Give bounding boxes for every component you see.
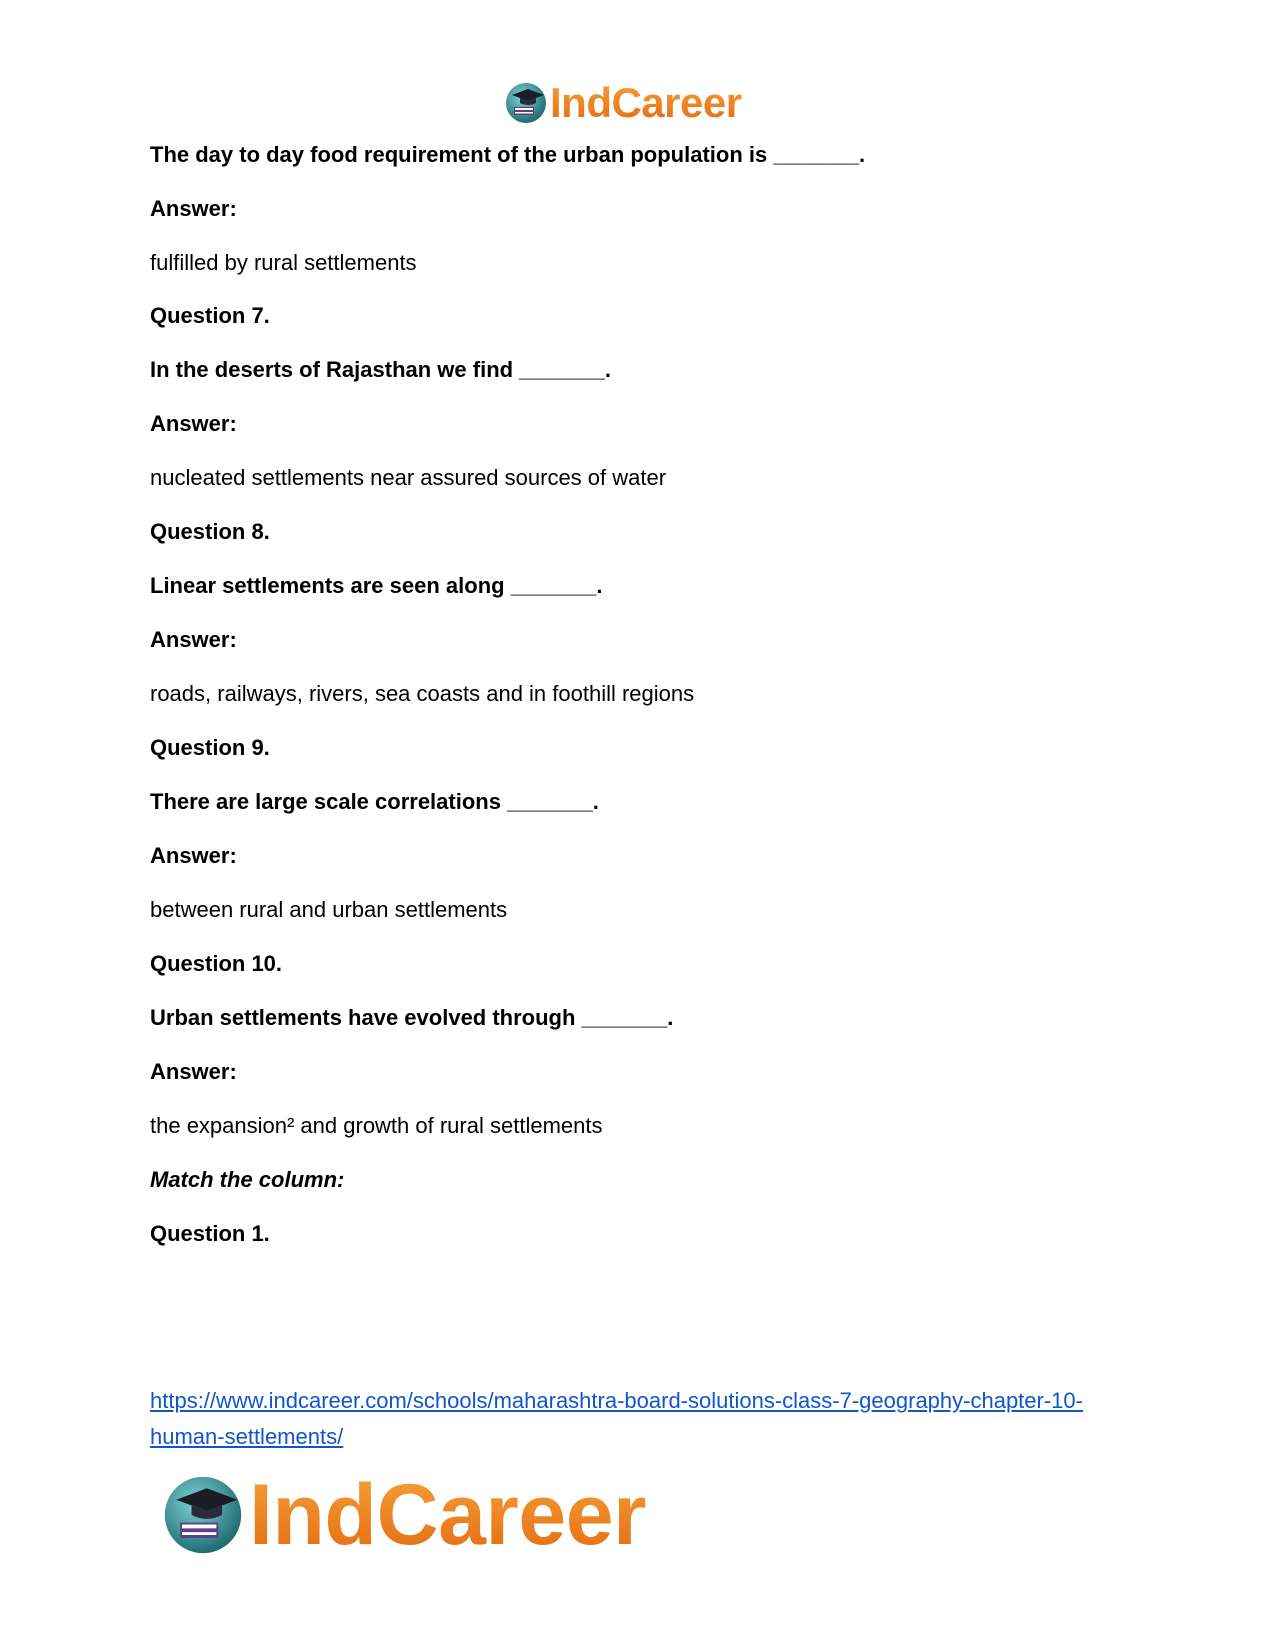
fill-blank-question: There are large scale correlations _______. xyxy=(150,789,599,814)
source-url-link[interactable]: https://www.indcareer.com/schools/maharashtra-board-solutions-class-7-geography-chapter-10-human-settlements/ xyxy=(150,1388,1083,1449)
logo-text: IndCareer xyxy=(249,1466,646,1563)
fill-blank-question: In the deserts of Rajasthan we find _______. xyxy=(150,357,611,382)
section-heading-match-the-column: Match the column: xyxy=(150,1167,345,1192)
answer-label: Answer: xyxy=(150,627,237,652)
fill-blank-question-6: The day to day food requirement of the urban population is _______. xyxy=(150,142,866,167)
fill-blank-question: Linear settlements are seen along _______. xyxy=(150,573,603,598)
answer-label: Answer: xyxy=(150,843,237,868)
fill-blank-question: Urban settlements have evolved through _______. xyxy=(150,1005,674,1030)
answer-text: fulfilled by rural settlements xyxy=(150,250,417,275)
question-heading: Question 8. xyxy=(150,519,270,544)
logo-text: IndCareer xyxy=(550,79,742,126)
indcareer-logo-top xyxy=(504,78,742,128)
answer-label: Answer: xyxy=(150,1059,237,1084)
question-heading: Question 10. xyxy=(150,951,283,976)
question-heading: Question 1. xyxy=(150,1221,270,1246)
graduation-book-globe-icon xyxy=(161,1473,245,1557)
answer-text: nucleated settlements near assured sources of water xyxy=(150,465,667,490)
indcareer-logo-bottom xyxy=(161,1466,646,1563)
graduation-book-globe-icon xyxy=(504,81,548,125)
answer-text: the expansion² and growth of rural settlements xyxy=(150,1113,603,1138)
question-heading: Question 9. xyxy=(150,735,270,760)
answer-label: Answer: xyxy=(150,196,237,221)
answer-label: Answer: xyxy=(150,411,237,436)
question-heading: Question 7. xyxy=(150,303,270,328)
answer-text: between rural and urban settlements xyxy=(150,897,508,922)
answer-text: roads, railways, rivers, sea coasts and in foothill regions xyxy=(150,681,695,706)
